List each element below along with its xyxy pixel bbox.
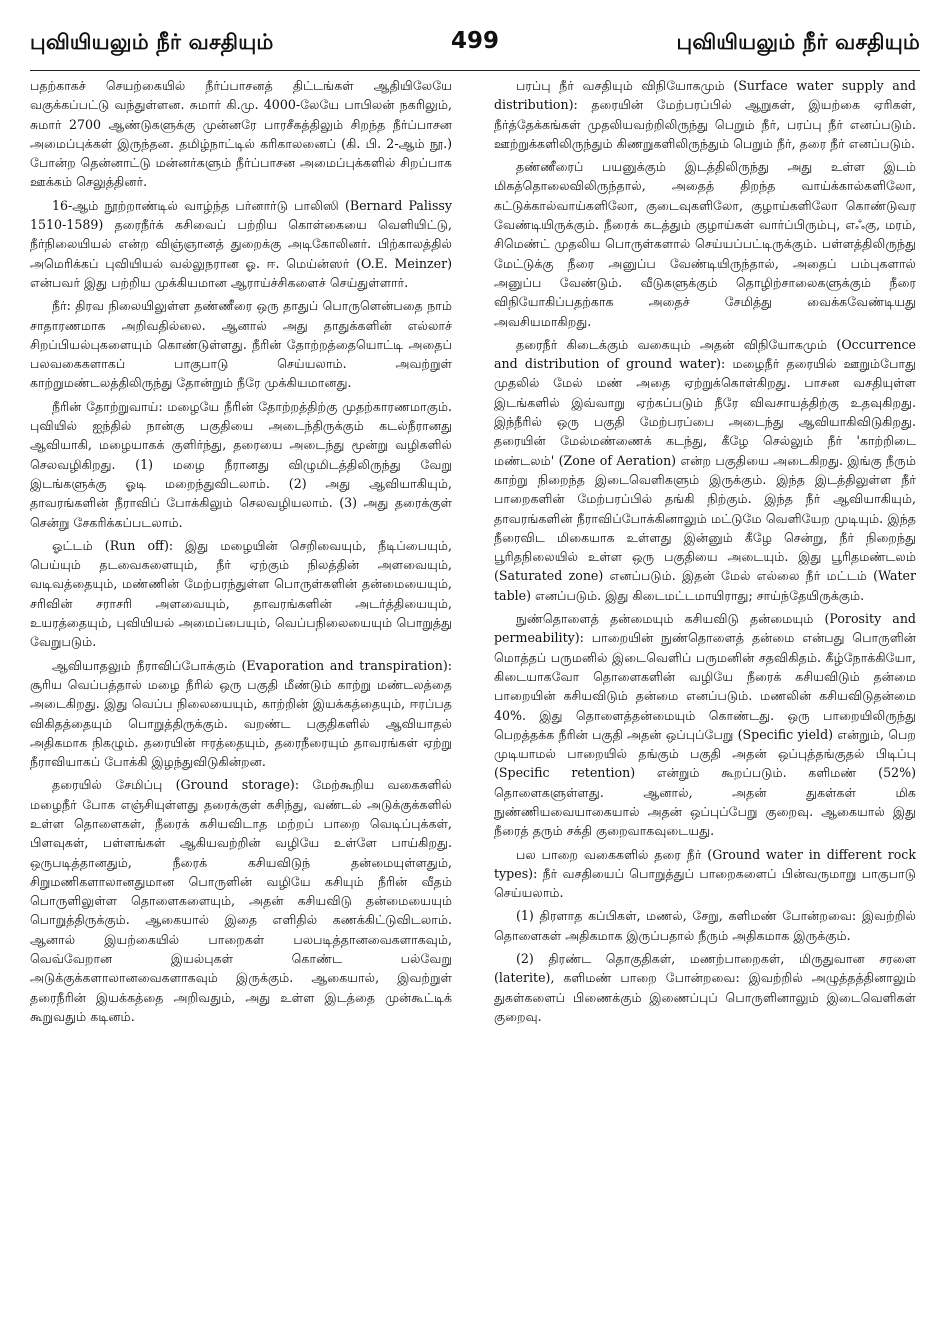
paragraph: (2) திரண்ட தொகுதிகள், மணற்பாறைகள், மிருதுவான சரளை (laterite), களிமண் பாறை போன்றவை: இவற்றில் அழுத்தத்தினாலும் துகள்களைப் பிணைக்கும் இணைப்புப் பொருளினாலும் இடைவெளிகள் குறைவு. — [494, 951, 916, 1024]
right-column — [494, 76, 916, 1296]
paragraph: தரைநீர் கிடைக்கும் வகையும் அதன் விநியோகமும் (Occurrence and distribution of ground water): மழைநீர் தரையில் ஊறும்போது முதலில் மேல் மண் அதை ஏற்றுக்கொள்கிறது. பாசன வசதியுள்ள இடங்களில் இவ்வாறு ஏற்கப்படும் நீரே விவசாயத்திற்கு உதவுகிறது. இந்நீரில் ஒரு பகுதி மேற்பரப்பை அடைந்து ஆவியாகிவிடுகிறது. தரையின் மேல்மண்ணைக் கடந்து, கீழே செல்லும் நீர் 'காற்றிடை மண்டலம்' (Zone of Aeration) என்ற பகுதியை அடைகிறது. இங்கு நீரும் காற்று நிறைந்த இடைவெளிகளும் இருக்கும். இந்த இடத்திலுள்ள நீர் பாறைகளின் மேற்பரப்பில் தங்கி நிற்கும். இந்த நீர் ஆவியாகியும், தாவரங்களின் நீராவிப்போக்கினாலும் மட்டுமே வெளியேற முடியும். இந்த நீரைவிட மிகையாக உள்ளது இன்னும் கீழே சென்று, நீர் நிறைந்து பூரிதநிலையில் உள்ள ஒரு பகுதியை அடையும். இது பூரிதமண்டலம் (Saturated zone) எனப்படும். இதன் மேல் எல்லை நீர் மட்டம் (Water table) எனப்படும். இது கிடைமட்டமாயிராது; சாய்ந்தேயிருக்கும். — [494, 336, 916, 603]
paragraph: பல பாறை வகைகளில் தரை நீர் (Ground water in different rock types): நீர் வசதியைப் பொறுத்துப் பாறைகளைப் பின்வருமாறு பாகுபாடு செய்யலாம். — [494, 846, 916, 901]
paragraph: தரையில் சேமிப்பு (Ground storage): மேற்கூறிய வகைகளில் மழைநீர் போக எஞ்சியுள்ளது தரைக்குள் கசிந்து, வண்டல் அடுக்குக்களில் உள்ள தொளைகள், நீரைக் கசியவிடாத மற்றப் பாறை வெடிப்புக்கள், பிளவுகள், பள்ளங்கள் ஆகியவற்றின் வழியே உள்ளே பாய்கிறது. ஒருபடித்தானதும், நீரைக் கசியவிடுந் தன்மையுள்ளதும், சிறுமணிகளாலானதுமான பொருளின் வழியே கசியும் நீரின் வீதம் பொருளிலுள்ள தொளைகளையும், அதன் கசியவிடு தன்மையையும் பொறுத்திருக்கும். ஆகையால் இதை எளிதில் கணக்கிட்டுவிடலாம். ஆனால் இயற்கையில் பாறைகள் பலபடித்தானவைகளாகவும், வெவ்வேறான இயல்புகள் கொண்ட பல்வேறு அடுக்குக்களாலானவைகளாகவும் இருக்கும். ஆகையால், இவற்றுள் தரைநீரின் இயக்கத்தை அறிவதும், அது உள்ள இடத்தை முன்கூட்டிக் கூறுவதும் கடினம். — [30, 777, 452, 1024]
page-number: 499 — [450, 28, 499, 54]
paragraph: 16-ஆம் நூற்றாண்டில் வாழ்ந்த பர்னார்டு பாலிஸி (Bernard Palissy 1510-1589) தரைநீர்க் கசிவைப் பற்றிய கொள்கையை வெளியிட்டு, நீர்நிலையியல் என்ற விஞ்ஞானத் துறைக்கு அடிகோலினர். பிற்காலத்தில் அமெரிக்கப் புவியியல் வல்லுநரான ஓ. ஈ. மெய்ன்ஸர் (O.E. Meinzer) என்பவர் இது பற்றிய முக்கியமான ஆராய்ச்சிகளைச் செய்துள்ளார். — [30, 197, 452, 290]
paragraph: நீர்: திரவ நிலையிலுள்ள தண்ணீரை ஒரு தாதுப் பொருளென்பதை நாம் சாதாரணமாக அறிவதில்லை. ஆனால் அது தாதுக்களின் எல்லாச் சிறப்பியல்புகளையும் கொண்டுள்ளது. நீரின் தோற்றத்தையொட்டி அதைப் பலவகைகளாகப் பாகுபாடு செய்யலாம். அவற்றுள் காற்றுமண்டலத்திலிருந்து தோன்றும் நீரே முக்கியமானது. — [30, 298, 452, 391]
paragraph: நீரின் தோற்றுவாய்: மழையே நீரின் தோற்றத்திற்கு முதற்காரணமாகும். புவியில் ஐந்தில் நான்கு பகுதியை அடைந்திருக்கும் கடல்நீரானது ஆவியாகி, மழையாகக் குளிர்ந்து, தரையை அடைந்து மூன்று வழிகளில் செலவழிகிறது. (1) மழை நீரானது விழுமிடத்திலிருந்து வேறு இடங்களுக்கு ஓடி மறைந்துவிடலாம். (2) அது ஆவியாகியும், தாவரங்களின் நீராவிப் போக்கிலும் செலவழியலாம். (3) அது தரைக்குள் சென்று சேகரிக்கப்படலாம். — [30, 398, 452, 530]
running-title-left: புவியியலும் நீர் வசதியும் — [30, 30, 274, 54]
running-title-right: புவியியலும் நீர் வசதியும் — [676, 30, 920, 54]
paragraph: பரப்பு நீர் வசதியும் விநியோகமும் (Surface water supply and distribution): தரையின் மேற்பரப்பில் ஆறுகள், இயற்கை ஏரிகள், நீர்த்தேக்கங்கள் முதலியவற்றிலிருந்து பெறும் நீர், பரப்பு நீர் எனப்படும். ஊற்றுக்களிலிருந்தும் கிணறுகளிலிருந்தும் பெறும் நீர், தரை நீர் எனப்படும். — [494, 78, 916, 151]
paragraph: தண்ணீரைப் பயனுக்கும் இடத்திலிருந்து அது உள்ள இடம் மிகத்தொலைவிலிருந்தால், அதைத் திறந்த வாய்க்கால்களிலோ, கட்டுக்கால்வாய்களிலோ, குடைவுகளிலோ, குழாய்களிலோ கொண்டுவர வேண்டியிருக்கும். நீரைக் கடத்தும் குழாய்கள் வார்ப்பிரும்பு, எஃகு, மரம், சிமெண்ட் முதலிய பொருள்களால் செய்யப்பட்டிருக்கும். பள்ளத்திலிருந்து மேட்டுக்கு நீரை அனுப்ப வேண்டியிருந்தால், அதைப் பம்புகளால் அனுப்ப வேண்டும். வீடுகளுக்கும் தொழிற்சாலைகளுக்கும் நீரை விநியோகிப்பதற்காக அதைச் சேமித்து வைக்கவேண்டியது அவசியமாகிறது. — [494, 159, 916, 329]
paragraph: பதற்காகச் செயற்கையில் நீர்ப்பாசனத் திட்டங்கள் ஆதியிலேயே வகுக்கப்பட்டு வந்துள்ளன. சுமார் கி.மு. 4000-லேயே பாபிலன் நகரிலும், சுமார் 2700 ஆண்டுகளுக்கு முன்னரே பாரசீகத்திலும் சிறந்த நீர்ப்பாசன அமைப்புக்கள் இருந்தன. தமிழ்நாட்டில் கரிகாலனைப் (கி. பி. 2-ஆம் நூ.) போன்ற தென்னாட்டு மன்னர்களும் நீர்ப்பாசன அமைப்புக்களில் சிறப்பாக ஊக்கம் செலுத்தினர். — [30, 78, 452, 190]
paragraph: நுண்தொளைத் தன்மையும் கசியவிடு தன்மையும் (Porosity and permeability): பாறையின் நுண்தொளைத் தன்மை என்பது பொருளின் மொத்தப் பருமனில் இடைவெளிப் பருமனின் சதவிகிதம். கீழ்நோக்கியோ, கிடையாகவோ தொளைகளின் வழியே நீரைக் கசியவிடும் தன்மை பாறையின் கசியவிடும் தன்மை எனப்படும். மணலின் கசியவிடுதன்மை 40%. இது தொளைத்தன்மையும் கொண்டது. ஒரு பாறையிலிருந்து பெறத்தக்க நீரின் பகுதி அதன் ஒப்புப்பேறு (Specific yield) என்றும், பெற முடியாமல் பாறையில் தங்கும் பகுதி அதன் ஒப்புத்தங்குதல் பிடிப்பு (Specific retention) என்றும் கூறப்படும். களிமண் (52%) தொளைகளுள்ளது. ஆனால், அதன் துகள்கள் மிக நுண்ணியவையாகையால் அதன் ஒப்புப்பேறு குறைவு. ஆகையால் இது நீரைத் தரும் சக்தி குறைவாகவுடையது. — [494, 611, 916, 839]
paragraph: ஆவியாதலும் நீராவிப்போக்கும் (Evaporation and transpiration): சூரிய வெப்பத்தால் மழை நீரில் ஒரு பகுதி மீண்டும் காற்று மண்டலத்தை அடைகிறது. இது வெப்ப நிலையையும், காற்றின் இயக்கத்தையும், ஈரப்பத விகிதத்தையும் பொறுத்திருக்கும். வறண்ட பகுதிகளில் ஆவியாதல் அதிகமாக நிகழும். தரையின் ஈரத்தையும், தரைநீரையும் தாவரங்கள் ஏற்று நீராவியாகப் போக்கி இழந்துவிடுகின்றன. — [30, 657, 452, 770]
running-header — [30, 30, 920, 71]
paragraph: (1) திரளாத கப்பிகள், மணல், சேறு, களிமண் போன்றவை: இவற்றில் தொளைகள் அதிகமாக இருப்பதால் நீரும் அதிகமாக இருக்கும். — [494, 908, 916, 943]
left-column — [30, 76, 452, 1296]
paragraph: ஓட்டம் (Run off): இது மழையின் செறிவையும், நீடிப்பையும், பெய்யும் தடவைகளையும், நீர் ஏற்கும் நிலத்தின் அளவையும், வடிவத்தையும், மண்ணின் மேற்பரந்துள்ள பொருள்களின் தன்மையையும், சரிவின் சராசரி அளவையும், தாவரங்களின் அடர்த்தியையும், உயரத்தையும், புவியியல் அமைப்பையும், வெப்பநிலையையும் பொறுத்து வேறுபடும். — [30, 537, 452, 650]
